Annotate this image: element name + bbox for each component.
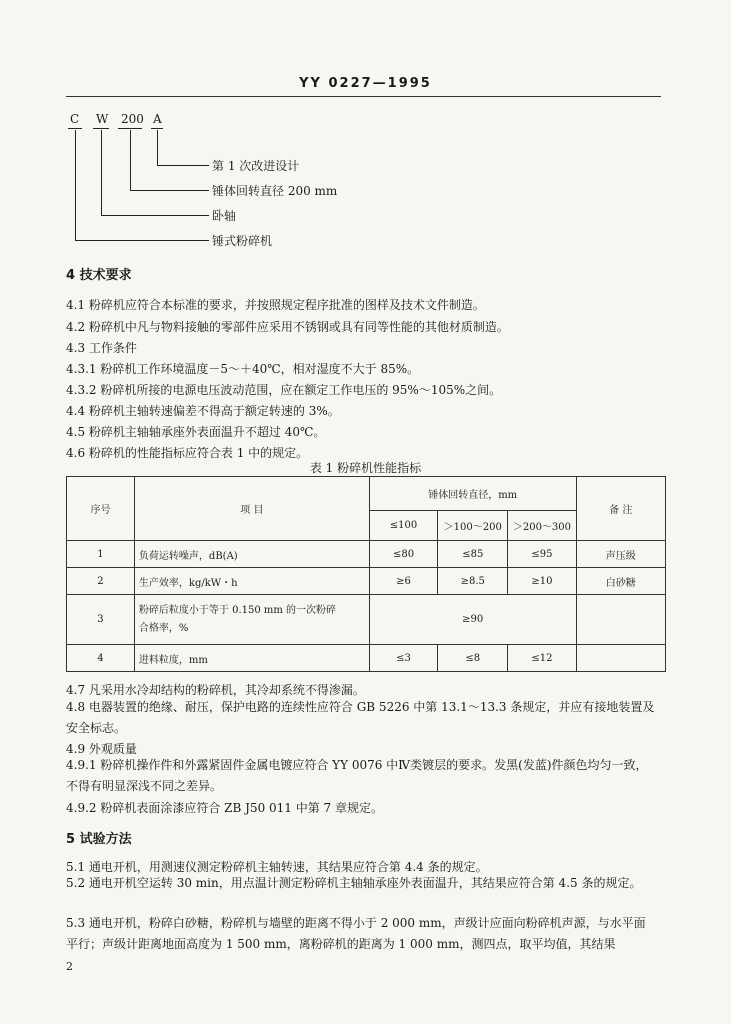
cell-value: ≤80 [369, 541, 437, 568]
cell-value: ≥8.5 [438, 568, 508, 595]
cell-value: ≥10 [508, 568, 576, 595]
clause-5-2: 5.2 通电开机空运转 30 min，用点温计测定粉碎机主轴轴承座外表面温升，其结果应符合第 4.5 条的规定。 [66, 876, 642, 890]
code-meaning-w: 卧轴 [212, 209, 237, 223]
standard-header: YY 0227—1995 [299, 76, 432, 91]
table-row [67, 645, 666, 672]
cell-item [134, 595, 369, 645]
cell-remark [576, 595, 665, 645]
page-number: 2 [66, 960, 73, 973]
header-item: 项 目 [134, 477, 369, 541]
clause-4-9: 4.9 外观质量 [66, 742, 137, 756]
code-letter-c: C [70, 112, 80, 126]
clause-4-7: 4.7 凡采用水冷却结构的粉碎机，其冷却系统不得渗漏。 [66, 683, 365, 697]
header-no: 序号 [67, 477, 135, 541]
cell-no: 1 [67, 541, 135, 568]
code-number-200: 200 [121, 112, 144, 126]
table-caption: 表 1 粉碎机性能指标 [309, 461, 422, 475]
clause-4-3-2: 4.3.2 粉碎机所接的电源电压波动范围，应在额定工作电压的 95%～105%之间。 [66, 383, 502, 397]
clause-4-5: 4.5 粉碎机主轴轴承座外表面温升不超过 40℃。 [66, 425, 326, 439]
code-letter-a: A [153, 112, 162, 126]
cell-value: ≤3 [369, 645, 437, 672]
table-row [67, 541, 666, 568]
cell-merged-value: ≥90 [369, 595, 576, 645]
clause-5-1: 5.1 通电开机，用测速仪测定粉碎机主轴转速，其结果应符合第 4.4 条的规定。 [66, 860, 488, 874]
cell-item-line: 粉碎后粒度小于等于 0.150 mm 的一次粉碎 [138, 604, 337, 616]
cell-remark: 声压级 [576, 541, 665, 568]
code-letter-w: W [96, 112, 109, 126]
table-row [67, 568, 666, 595]
cell-no: 4 [67, 645, 135, 672]
clause-4-9-2: 4.9.2 粉碎机表面涂漆应符合 ZB J50 011 中第 7 章规定。 [66, 801, 384, 815]
clause-4-6: 4.6 粉碎机的性能指标应符合表 1 中的规定。 [66, 446, 309, 460]
cell-value: ≤85 [438, 541, 508, 568]
cell-value: ≤8 [438, 645, 508, 672]
cell-item: 生产效率，kg/kW・h [134, 568, 369, 595]
cell-value: ≤95 [508, 541, 576, 568]
cell-remark [576, 645, 665, 672]
code-meaning-a: 第 1 次改进设计 [212, 159, 300, 173]
header-diameter: 锤体回转直径，mm [369, 477, 576, 511]
cell-item-line: 合格率，% [138, 622, 189, 634]
table-row [67, 595, 666, 645]
performance-table [66, 476, 666, 672]
section-5-title: 5 试验方法 [66, 832, 132, 847]
cell-no: 3 [67, 595, 135, 645]
cell-value: ≥6 [369, 568, 437, 595]
cell-item: 进料粒度，mm [134, 645, 369, 672]
clause-4-4: 4.4 粉碎机主轴转速偏差不得高于额定转速的 3%。 [66, 404, 340, 418]
clause-4-2: 4.2 粉碎机中凡与物料接触的零部件应采用不锈钢或具有同等性能的其他材质制造。 [66, 320, 509, 334]
cell-item: 负荷运转噪声，dB(A) [134, 541, 369, 568]
clause-4-9-1: 4.9.1 粉碎机操作件和外露紧固件金属电镀应符合 YY 0076 中Ⅳ类镀层的要求。发黑(发蓝)件颜色均匀一致，不得有明显深浅不同之差异。 [66, 758, 648, 793]
code-meaning-200: 锤体回转直径 200 mm [212, 184, 338, 198]
header-col-1: ≤100 [369, 511, 437, 541]
header-col-2: ＞100～200 [438, 511, 508, 541]
section-4-title: 4 技术要求 [66, 268, 132, 283]
clause-4-3-1: 4.3.1 粉碎机工作环境温度－5～＋40℃，相对湿度不大于 85%。 [66, 362, 420, 376]
clause-4-1: 4.1 粉碎机应符合本标准的要求，并按照规定程序批准的图样及技术文件制造。 [66, 298, 485, 312]
cell-no: 2 [67, 568, 135, 595]
clause-4-3: 4.3 工作条件 [66, 341, 137, 355]
header-col-3: ＞200～300 [508, 511, 576, 541]
header-rule [66, 96, 661, 97]
code-meaning-c: 锤式粉碎机 [212, 234, 273, 248]
cell-remark: 白砂糖 [576, 568, 665, 595]
clause-4-8: 4.8 电器装置的绝缘、耐压，保护电路的连续性应符合 GB 5226 中第 13.1～13.3 条规定，并应有接地装置及安全标志。 [66, 700, 655, 735]
clause-5-3: 5.3 通电开机，粉碎白砂糖，粉碎机与墙壁的距离不得小于 2 000 mm，声级计应面向粉碎机声源，与水平面平行；声级计距离地面高度为 1 500 mm，离粉碎机的距离为 1 000 mm，测四点，取平均值，其结果 [66, 916, 646, 951]
cell-value: ≤12 [508, 645, 576, 672]
header-remark: 备 注 [576, 477, 665, 541]
